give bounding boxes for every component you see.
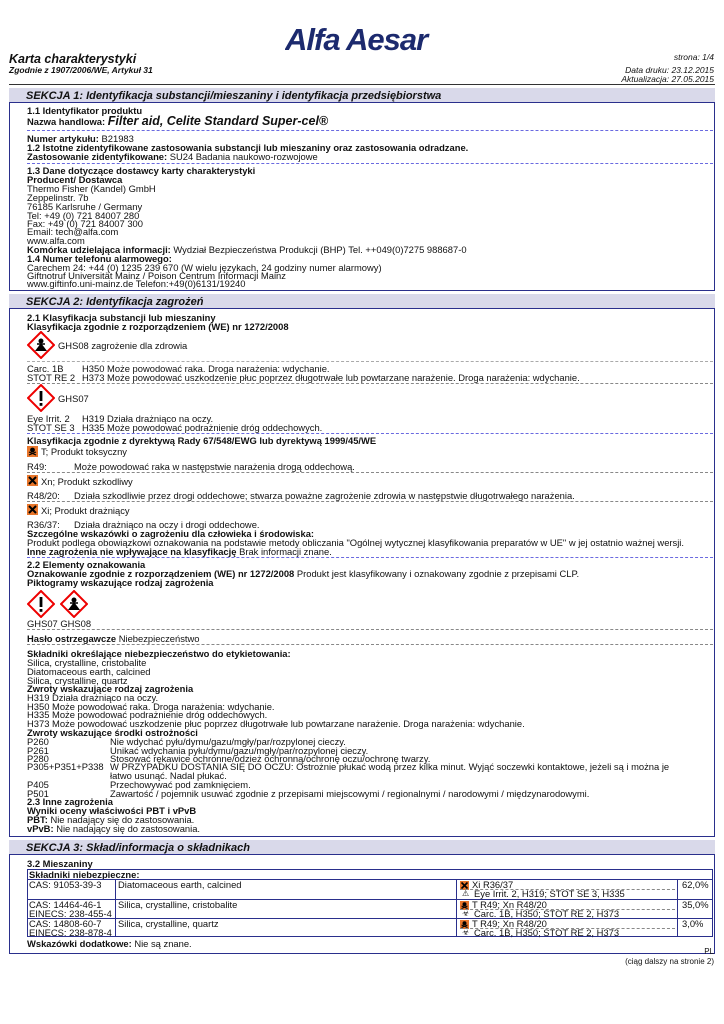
irritant-symbol-icon (27, 504, 38, 515)
other-hazards-heading: 2.3 Inne zagrożenia (27, 796, 113, 807)
signal-word-row (27, 634, 200, 644)
exclamation-pictogram-icon (27, 384, 55, 412)
r-phrase-text: Może powodować raka w następstwie narażenia drogą oddechową. (74, 461, 355, 472)
toxic-symbol-icon (27, 446, 38, 457)
r-phrase-text: Działa szkodliwie przez drogi oddechowe; stwarza poważne zagrożenie zdrowia w następstwie długotrwałego narażenia. (74, 490, 575, 501)
info-text: Wydział Bezpieczeństwa Produkcji (BHP) Tel. ++049(0)7275 988687-0 (173, 244, 467, 255)
precaution-code: P305+P351+P338 (27, 761, 104, 772)
section-1-title: SEKCJA 1: Identyfikacja substancji/mieszaniny i identyfikacja przedsiębiorstwa (26, 90, 442, 102)
alfa-aesar-logo (285, 24, 453, 56)
precaution-text: Przechowywać pod zamknięciem. (110, 779, 251, 790)
hazard-category: Eye Irrit. 2 (27, 413, 70, 424)
exclamation-icon: ⚠ (462, 889, 470, 898)
vpvb-row (27, 824, 200, 834)
language-code: PL (704, 947, 714, 956)
r-phrase-code: R36/37: (27, 519, 60, 530)
relevant-uses-heading: 1.2 Istotne zidentyfikowane zastosowania substancji lub mieszaniny oraz zastosowania odradzane. (27, 142, 469, 153)
clp-classification: Eye Irrit. 2, H319; STOT SE 3, H335 (474, 888, 625, 899)
clp-classification: Carc. 1B, H350; STOT RE 2, H373 (474, 927, 620, 938)
label-components-heading: Składniki określające niebezpieczeństwo do etykietowania: (27, 648, 291, 659)
cas-number: CAS: 14464-46-1 (29, 899, 102, 910)
precaution-text: Unikać wdychania pyłu/dymu/gazu/mgły/par/rozpylonej cieczy. (110, 745, 369, 756)
table-heading: Składniki niebezpieczne: (29, 869, 140, 880)
trade-name-label: Nazwa handlowa: (27, 116, 106, 127)
identified-use-row (27, 152, 318, 162)
health-hazard-icon: ☣ (462, 909, 470, 918)
divider (27, 501, 713, 502)
toxic-label: T; Produkt toksyczny (41, 446, 127, 457)
percentage: 3,0% (682, 918, 704, 929)
trade-name: Filter aid, Celite Standard Super-cel® (107, 114, 329, 128)
signal-word: Niebezpieczeństwo (118, 633, 200, 644)
supplier-address-line: Zeppelinstr. 7b (27, 192, 89, 203)
pbt-heading: Wyniki oceny właściwości PBT i vPvB (27, 805, 197, 816)
precautionary-heading: Zwroty wskazujące środki ostrożności (27, 727, 198, 738)
other-hazard-text: Brak informacji znane. (239, 546, 332, 557)
divider (27, 557, 713, 558)
table-col-divider (456, 879, 457, 937)
special-hazard-text: Produkt podlega obowiązkowi oznakowania na podstawie metody obliczania "Ogólnej wytycznej klasyfikowania preparatów w UE" w jej ostatnio ważnej wersji. (27, 537, 684, 548)
additional-info-row (27, 939, 192, 949)
other-hazard-label: Inne zagrożenia nie wpływające na klasyfikację (27, 546, 237, 557)
divider (27, 433, 713, 434)
dsd-classification: T R49; Xn R48/20 (472, 918, 547, 929)
hazard-category: STOT RE 2 (27, 372, 76, 383)
supplier-phone: Tel: +49 (0) 721 84007 280 (27, 210, 140, 221)
supplier-fax: Fax: +49 (0) 721 84007 300 (27, 218, 143, 229)
supplier-heading: 1.3 Dane dotyczące dostawcy karty charakterystyki (27, 165, 256, 176)
section-2-title-bar (9, 294, 715, 309)
hazard-statements-heading: Zwroty wskazujące rodzaj zagrożenia (27, 683, 194, 694)
trade-name-row (27, 114, 329, 128)
pbt-label: PBT: (27, 814, 48, 825)
hazard-statement: H335 Może powodować podrażnienie dróg oddechowych. (27, 709, 268, 720)
health-hazard-pictogram-icon (60, 590, 88, 618)
hazard-statement: H373 Może powodować uszkodzenie płuc poprzez długotrwałe lub powtarzane narażenie. Droga narażenia: wdychanie. (82, 372, 580, 383)
article-label: Numer artykułu: (27, 133, 99, 144)
additional-info-label: Wskazówki dodatkowe: (27, 938, 132, 949)
cas-number: CAS: 14808-60-7 (29, 918, 102, 929)
harmful-symbol-icon (27, 475, 38, 486)
article-number: B21983 (101, 133, 134, 144)
hazard-statement: H373 Może powodować uszkodzenie płuc poprzez długotrwałe lub powtarzane narażenie. Droga narażenia: wdychanie. (27, 718, 525, 729)
precaution-code: P260 (27, 736, 49, 747)
component-name: Silica, crystalline, quartz (118, 918, 219, 929)
other-hazard-row (27, 547, 332, 557)
mixtures-heading: 3.2 Mieszaniny (27, 858, 93, 869)
info-label: Komórka udzielająca informacji: (27, 244, 171, 255)
hazard-statement: H335 Może powodować podrażnienie dróg oddechowych. (82, 422, 323, 433)
einecs-number: EINECS: 238-878-4 (29, 927, 112, 938)
identified-use-label: Zastosowanie zidentyfikowane: (27, 151, 168, 162)
health-hazard-pictogram-icon (27, 331, 55, 359)
precaution-text: W PRZYPADKU DOSTANIA SIĘ DO OCZU: Ostrożnie płukać wodą przez kilka minut. Wyjąć soczewki kontaktowe, jeżeli są i można je (110, 761, 670, 772)
hazard-category: STOT SE 3 (27, 422, 75, 433)
divider (27, 383, 713, 384)
precaution-code: P280 (27, 753, 49, 764)
r-phrase-text: Działa drażniąco na oczy i drogi oddechowe. (74, 519, 260, 530)
precaution-text: łatwo usunąć. Nadal płukać. (110, 770, 227, 781)
cas-number: CAS: 91053-39-3 (29, 879, 102, 890)
header-divider (9, 84, 715, 85)
hazard-statement: H350 Może powodować raka. Droga narażenia: wdychanie. (82, 363, 330, 374)
emergency-heading: 1.4 Numer telefonu alarmowego: (27, 253, 172, 264)
product-identifier-heading: 1.1 Identyfikator produktu (27, 105, 143, 116)
component-name: Diatomaceous earth, calcined (118, 879, 242, 890)
special-hazard-heading: Szczególne wskazówki o zagrożeniu dla człowieka i środowiska: (27, 528, 315, 539)
r-phrase-code: R48/20: (27, 490, 60, 501)
precaution-code: P405 (27, 779, 49, 790)
divider (27, 361, 713, 362)
section-3-title: SEKCJA 3: Skład/informacja o składnikach (26, 842, 250, 854)
hazard-statement: H350 Może powodować raka. Droga narażenia: wdychanie. (27, 701, 275, 712)
hazard-statement: H319 Działa drażniąco na oczy. (82, 413, 214, 424)
ghs08-label: GHS08 zagrożenie dla zdrowia (58, 340, 188, 351)
einecs-number: EINECS: 238-455-4 (29, 908, 112, 919)
irritant-label: Xi; Produkt drażniący (41, 505, 130, 516)
section-3-title-bar (9, 840, 715, 855)
emergency-line: Carechem 24: +44 (0) 1235 239 670 (W wielu językach, 24 godziny numer alarmowy) (27, 262, 382, 273)
divider (27, 644, 713, 645)
r-phrase-code: R49: (27, 461, 47, 472)
label-elements-heading: 2.2 Elementy oznakowania (27, 559, 146, 570)
percentage: 35,0% (682, 899, 709, 910)
supplier-label: Producent/ Dostawca (27, 174, 123, 185)
precaution-code: P501 (27, 788, 49, 799)
document-subtitle: Zgodnie z 1907/2006/WE, Artykuł 31 (9, 65, 153, 75)
classification-heading: 2.1 Klasyfikacja substancji lub mieszaniny (27, 312, 216, 323)
table-col-divider (677, 879, 678, 937)
emergency-line: Giftnotruf Universität Mainz / Poison Centrum Informacji Mainz (27, 270, 286, 281)
component-name: Diatomaceous earth, calcined (27, 666, 151, 677)
clp-labelling-text: Produkt jest klasyfikowany i oznakowany zgodnie z przepisami CLP. (296, 568, 580, 579)
clp-classification: Carc. 1B, H350; STOT RE 2, H373 (474, 908, 620, 919)
identified-use: SU24 Badania naukowo-rozwojowe (169, 151, 318, 162)
precaution-text: Zawartość / pojemnik usuwać zgodnie z przepisami miejscowymi / regionalnymi / narodowymi / międzynarodowymi. (110, 788, 590, 799)
supplier-website: www.alfa.com (27, 235, 85, 246)
component-name: Silica, crystalline, quartz (27, 675, 128, 686)
document-title: Karta charakterystyki (9, 52, 137, 66)
pictograms-heading: Piktogramy wskazujące rodzaj zagrożenia (27, 577, 214, 588)
divider (27, 163, 713, 164)
table-col-divider (115, 879, 116, 937)
pictogram-codes: GHS07 GHS08 (27, 618, 92, 629)
emergency-line: www.giftinfo.uni-mainz.de Telefon:+49(0)6131/19240 (27, 278, 246, 289)
print-date: Data druku: 23.12.2015 (625, 65, 714, 75)
harmful-label: Xn; Produkt szkodliwy (41, 476, 133, 487)
precaution-code: P261 (27, 745, 49, 756)
clp-classification-heading: Klasyfikacja zgodnie z rozporządzeniem (WE) nr 1272/2008 (27, 321, 289, 332)
dsd-classification: T R49; Xn R48/20 (472, 899, 547, 910)
vpvb-label: vPvB: (27, 823, 54, 834)
exclamation-pictogram-icon (27, 590, 55, 618)
supplier-address-line: 76185 Karlsruhe / Germany (27, 201, 143, 212)
page-number: strona: 1/4 (673, 52, 714, 62)
continued-note: (ciąg dalszy na stronie 2) (625, 957, 714, 966)
precaution-text: Nie wdychać pyłu/dymu/gazu/mgły/par/rozpylonej cieczy. (110, 736, 346, 747)
ghs07-label: GHS07 (58, 393, 89, 404)
divider (27, 130, 713, 131)
divider (27, 472, 713, 473)
document-dates (621, 66, 714, 84)
divider (27, 629, 713, 630)
update-date: Aktualizacja: 27.05.2015 (621, 74, 714, 84)
hazard-category: Carc. 1B (27, 363, 64, 374)
supplier-address-line: Thermo Fisher (Kandel) GmbH (27, 183, 156, 194)
percentage: 62,0% (682, 879, 709, 890)
supplier-email: Email: tech@alfa.com (27, 226, 119, 237)
clp-labelling-label: Oznakowanie zgodnie z rozporządzeniem (WE) nr 1272/2008 (27, 568, 295, 579)
component-name: Silica, crystalline, cristobalite (118, 899, 238, 910)
precaution-text: Stosować rękawice ochronne/odzież ochronną/ochronę oczu/ochronę twarzy. (110, 753, 431, 764)
component-name: Silica, crystalline, cristobalite (27, 657, 147, 668)
pbt-value: Nie nadający się do zastosowania. (50, 814, 195, 825)
dsd-classification: Xi R36/37 (472, 879, 514, 890)
signal-word-label: Hasło ostrzegawcze (27, 633, 117, 644)
section-1-title-bar (9, 88, 715, 103)
logo-text: Alfa Aesar (285, 24, 428, 56)
health-hazard-icon: ☣ (462, 928, 470, 937)
directive-classification-heading: Klasyfikacja zgodnie z dyrektywą Rady 67/548/EWG lub dyrektywą 1999/45/WE (27, 435, 377, 446)
hazard-statement: H319 Działa drażniąco na oczy. (27, 692, 159, 703)
vpvb-value: Nie nadający się do zastosowania. (56, 823, 201, 834)
section-2-title: SEKCJA 2: Identyfikacja zagrożeń (26, 296, 204, 308)
additional-info: Nie są znane. (134, 938, 192, 949)
